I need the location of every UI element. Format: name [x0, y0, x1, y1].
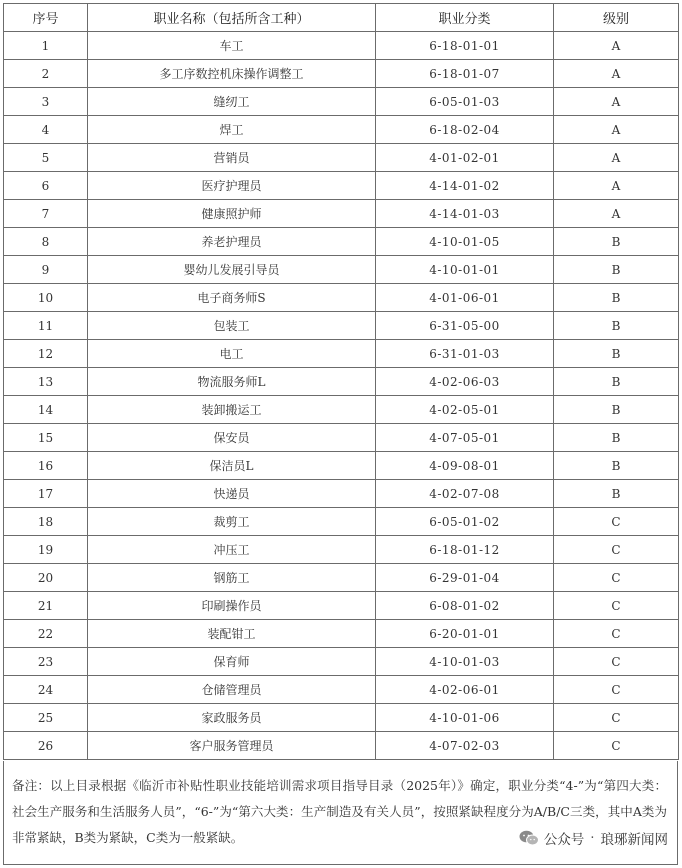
table-row	[4, 116, 679, 144]
cell-occupation-code: 6-18-01-12	[376, 536, 554, 564]
cell-occupation-code: 4-02-07-08	[376, 480, 554, 508]
cell-no: 24	[4, 676, 88, 704]
occupation-table	[3, 3, 679, 760]
table-row	[4, 32, 679, 60]
table-row	[4, 508, 679, 536]
cell-occupation-name: 快递员	[88, 480, 376, 508]
cell-grade: C	[554, 620, 679, 648]
cell-occupation-name: 焊工	[88, 116, 376, 144]
cell-occupation-name: 缝纫工	[88, 88, 376, 116]
cell-grade: C	[554, 536, 679, 564]
cell-grade: A	[554, 144, 679, 172]
cell-occupation-code: 4-14-01-02	[376, 172, 554, 200]
cell-occupation-code: 6-05-01-03	[376, 88, 554, 116]
table-row	[4, 592, 679, 620]
cell-occupation-code: 4-01-06-01	[376, 284, 554, 312]
cell-occupation-name: 保洁员L	[88, 452, 376, 480]
cell-occupation-code: 4-10-01-03	[376, 648, 554, 676]
cell-no: 3	[4, 88, 88, 116]
cell-occupation-name: 装卸搬运工	[88, 396, 376, 424]
cell-grade: C	[554, 592, 679, 620]
cell-occupation-name: 养老护理员	[88, 228, 376, 256]
table-row	[4, 424, 679, 452]
table-row	[4, 228, 679, 256]
cell-grade: C	[554, 508, 679, 536]
cell-occupation-code: 6-31-05-00	[376, 312, 554, 340]
cell-grade: A	[554, 88, 679, 116]
cell-no: 6	[4, 172, 88, 200]
cell-grade: A	[554, 60, 679, 88]
cell-no: 21	[4, 592, 88, 620]
cell-no: 16	[4, 452, 88, 480]
table-row	[4, 536, 679, 564]
cell-grade: B	[554, 452, 679, 480]
cell-grade: A	[554, 172, 679, 200]
cell-grade: B	[554, 368, 679, 396]
cell-grade: B	[554, 284, 679, 312]
cell-grade: A	[554, 32, 679, 60]
cell-occupation-name: 仓储管理员	[88, 676, 376, 704]
cell-occupation-name: 印刷操作员	[88, 592, 376, 620]
cell-occupation-code: 6-18-01-07	[376, 60, 554, 88]
table-row	[4, 172, 679, 200]
header-no: 序号	[4, 4, 88, 32]
cell-grade: B	[554, 480, 679, 508]
cell-occupation-name: 冲压工	[88, 536, 376, 564]
table-row	[4, 60, 679, 88]
cell-no: 26	[4, 732, 88, 760]
table-body	[4, 32, 679, 760]
cell-occupation-code: 6-31-01-03	[376, 340, 554, 368]
cell-no: 1	[4, 32, 88, 60]
cell-no: 22	[4, 620, 88, 648]
table-row	[4, 312, 679, 340]
cell-occupation-code: 4-02-06-03	[376, 368, 554, 396]
watermark-label: 公众号	[543, 832, 585, 848]
cell-grade: C	[554, 676, 679, 704]
table-row	[4, 480, 679, 508]
watermark	[515, 828, 670, 848]
cell-occupation-code: 4-07-05-01	[376, 424, 554, 452]
cell-occupation-name: 包装工	[88, 312, 376, 340]
table-row	[4, 732, 679, 760]
cell-occupation-name: 物流服务师L	[88, 368, 376, 396]
cell-occupation-code: 4-01-02-01	[376, 144, 554, 172]
footnote: 备注：以上目录根据《临沂市补贴性职业技能培训需求项目指导目录（2025年）》确定，职业分类“4-”为“第四大类：社会生产服务和生活服务人员”，“6-”为“第六大类：生产制造及有关人员”，按照紧缺程度分为A/B/C三类，其中A类为非常紧缺，B类为紧缺，C类为一般紧缺。	[3, 761, 678, 865]
cell-no: 4	[4, 116, 88, 144]
table-row	[4, 368, 679, 396]
table-row	[4, 340, 679, 368]
cell-occupation-name: 营销员	[88, 144, 376, 172]
cell-occupation-code: 4-10-01-05	[376, 228, 554, 256]
cell-grade: C	[554, 732, 679, 760]
cell-no: 18	[4, 508, 88, 536]
watermark-account: 琅琊新闻网	[600, 832, 668, 848]
cell-occupation-name: 车工	[88, 32, 376, 60]
table-row	[4, 88, 679, 116]
cell-occupation-code: 6-20-01-01	[376, 620, 554, 648]
cell-grade: C	[554, 564, 679, 592]
cell-occupation-name: 裁剪工	[88, 508, 376, 536]
cell-occupation-code: 4-02-06-01	[376, 676, 554, 704]
table-row	[4, 564, 679, 592]
cell-no: 2	[4, 60, 88, 88]
cell-grade: A	[554, 200, 679, 228]
cell-occupation-code: 4-10-01-06	[376, 704, 554, 732]
cell-no: 12	[4, 340, 88, 368]
cell-no: 19	[4, 536, 88, 564]
cell-no: 15	[4, 424, 88, 452]
table-row	[4, 144, 679, 172]
cell-occupation-name: 婴幼儿发展引导员	[88, 256, 376, 284]
cell-occupation-name: 装配钳工	[88, 620, 376, 648]
cell-occupation-name: 电工	[88, 340, 376, 368]
cell-occupation-code: 6-05-01-02	[376, 508, 554, 536]
cell-no: 17	[4, 480, 88, 508]
cell-grade: B	[554, 424, 679, 452]
cell-occupation-name: 保安员	[88, 424, 376, 452]
table-row	[4, 676, 679, 704]
table-row	[4, 648, 679, 676]
header-occupation-name: 职业名称（包括所含工种）	[88, 4, 376, 32]
cell-no: 7	[4, 200, 88, 228]
cell-grade: B	[554, 340, 679, 368]
cell-grade: B	[554, 312, 679, 340]
table-row	[4, 452, 679, 480]
cell-occupation-name: 家政服务员	[88, 704, 376, 732]
wechat-icon	[519, 830, 539, 846]
cell-grade: C	[554, 704, 679, 732]
cell-occupation-name: 多工序数控机床操作调整工	[88, 60, 376, 88]
cell-no: 9	[4, 256, 88, 284]
cell-grade: C	[554, 648, 679, 676]
cell-no: 25	[4, 704, 88, 732]
cell-occupation-code: 4-09-08-01	[376, 452, 554, 480]
cell-occupation-code: 6-18-02-04	[376, 116, 554, 144]
cell-no: 20	[4, 564, 88, 592]
cell-occupation-name: 客户服务管理员	[88, 732, 376, 760]
watermark-separator: ·	[590, 830, 595, 846]
cell-occupation-code: 4-07-02-03	[376, 732, 554, 760]
table-row	[4, 620, 679, 648]
cell-no: 8	[4, 228, 88, 256]
cell-occupation-name: 保育师	[88, 648, 376, 676]
cell-no: 10	[4, 284, 88, 312]
table-row	[4, 256, 679, 284]
table-row	[4, 200, 679, 228]
header-grade: 级别	[554, 4, 679, 32]
cell-grade: B	[554, 228, 679, 256]
cell-occupation-name: 电子商务师S	[88, 284, 376, 312]
cell-grade: B	[554, 256, 679, 284]
cell-no: 5	[4, 144, 88, 172]
cell-occupation-code: 4-14-01-03	[376, 200, 554, 228]
cell-grade: B	[554, 396, 679, 424]
cell-no: 23	[4, 648, 88, 676]
table-row	[4, 704, 679, 732]
cell-occupation-code: 6-29-01-04	[376, 564, 554, 592]
cell-occupation-name: 健康照护师	[88, 200, 376, 228]
cell-occupation-code: 6-08-01-02	[376, 592, 554, 620]
cell-occupation-name: 钢筋工	[88, 564, 376, 592]
cell-occupation-code: 4-10-01-01	[376, 256, 554, 284]
table-row	[4, 284, 679, 312]
header-occupation-code: 职业分类	[376, 4, 554, 32]
cell-occupation-code: 4-02-05-01	[376, 396, 554, 424]
cell-grade: A	[554, 116, 679, 144]
cell-no: 11	[4, 312, 88, 340]
cell-occupation-name: 医疗护理员	[88, 172, 376, 200]
table-row	[4, 396, 679, 424]
table-header-row	[4, 4, 679, 32]
cell-occupation-code: 6-18-01-01	[376, 32, 554, 60]
cell-no: 14	[4, 396, 88, 424]
cell-no: 13	[4, 368, 88, 396]
